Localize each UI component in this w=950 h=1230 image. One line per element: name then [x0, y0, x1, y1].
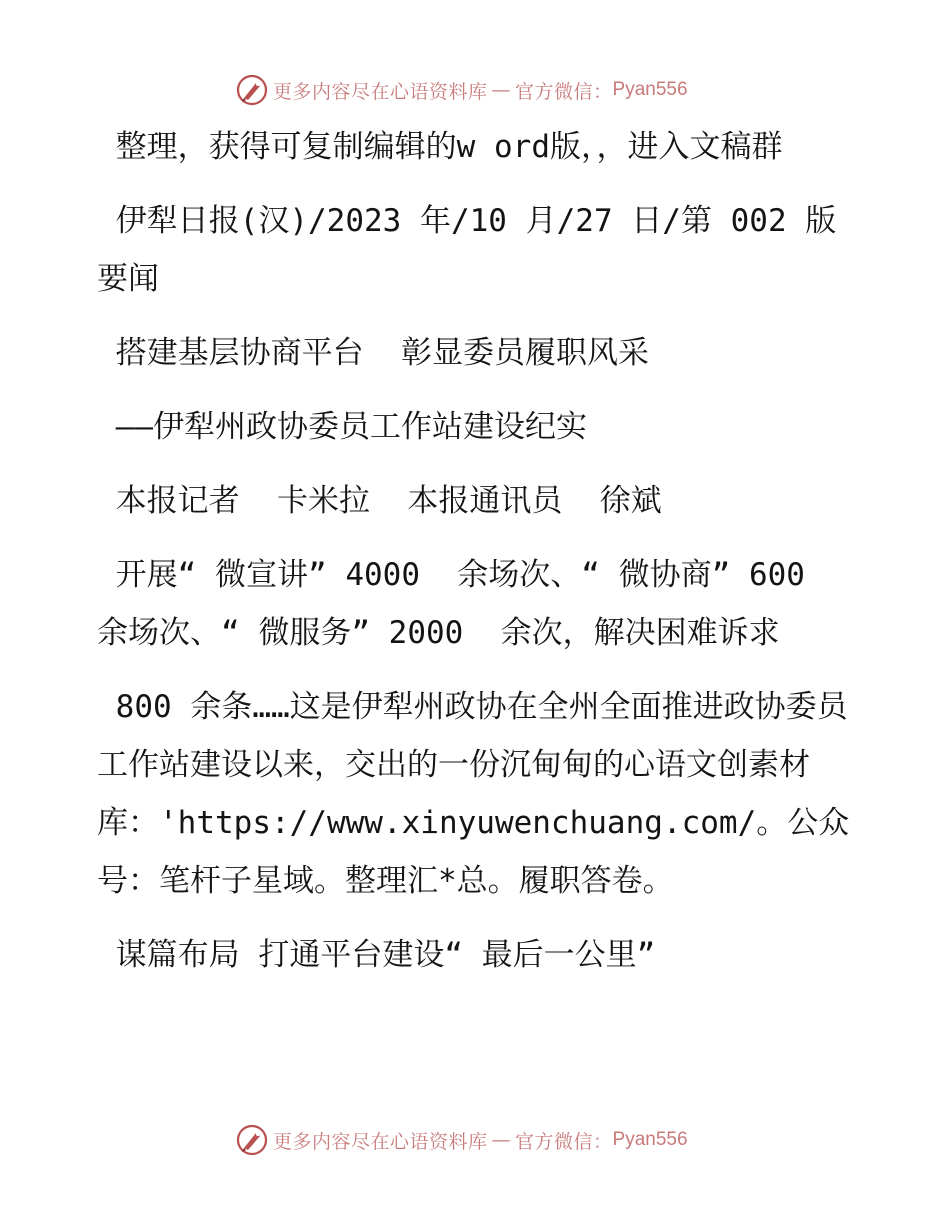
document-body	[97, 118, 857, 1000]
pen-logo-icon	[235, 73, 269, 107]
watermark-wechat-label: 官方微信：	[515, 1130, 613, 1153]
section-heading: 谋篇布局 打通平台建设“ 最后一公里”	[97, 937, 656, 973]
watermark-separator: —	[491, 1129, 512, 1151]
article-subtitle: ——伊犁州政协委员工作站建设纪实	[97, 409, 587, 445]
paragraph-lead: 开展“ 微宣讲” 4000 余场次、“ 微协商” 600 余场次、“ 微服务” 2000 余次，解决困难诉求	[97, 557, 843, 651]
paragraph-source: 伊犁日报(汉)/2023 年/10 月/27 日/第 002 版要闻	[97, 203, 837, 297]
watermark-wechat-label: 官方微信：	[515, 80, 613, 103]
watermark-separator: —	[491, 79, 512, 101]
paragraph-intro: 整理，获得可复制编辑的w ord版，，进入文稿群	[97, 129, 783, 165]
header-watermark	[235, 72, 715, 108]
footer-watermark	[235, 1122, 715, 1158]
article-byline: 本报记者 卡米拉 本报通讯员 徐斌	[97, 483, 662, 519]
watermark-text: 更多内容尽在心语资料库	[273, 80, 488, 103]
paragraph-body: 800 余条……这是伊犁州政协在全州全面推进政协委员工作站建设以来，交出的一份沉甸甸的心语文创素材库：'https://www.xinyuwenchuang.com/。公众号：笔杆子星域。整理汇*总。履职答卷。	[97, 689, 850, 899]
watermark-wechat-id: Pyan556	[612, 1129, 688, 1150]
watermark-wechat-id: Pyan556	[612, 79, 688, 100]
pen-logo-icon	[235, 1123, 269, 1157]
watermark-text: 更多内容尽在心语资料库	[273, 1130, 488, 1153]
article-title: 搭建基层协商平台 彰显委员履职风采	[97, 335, 649, 371]
